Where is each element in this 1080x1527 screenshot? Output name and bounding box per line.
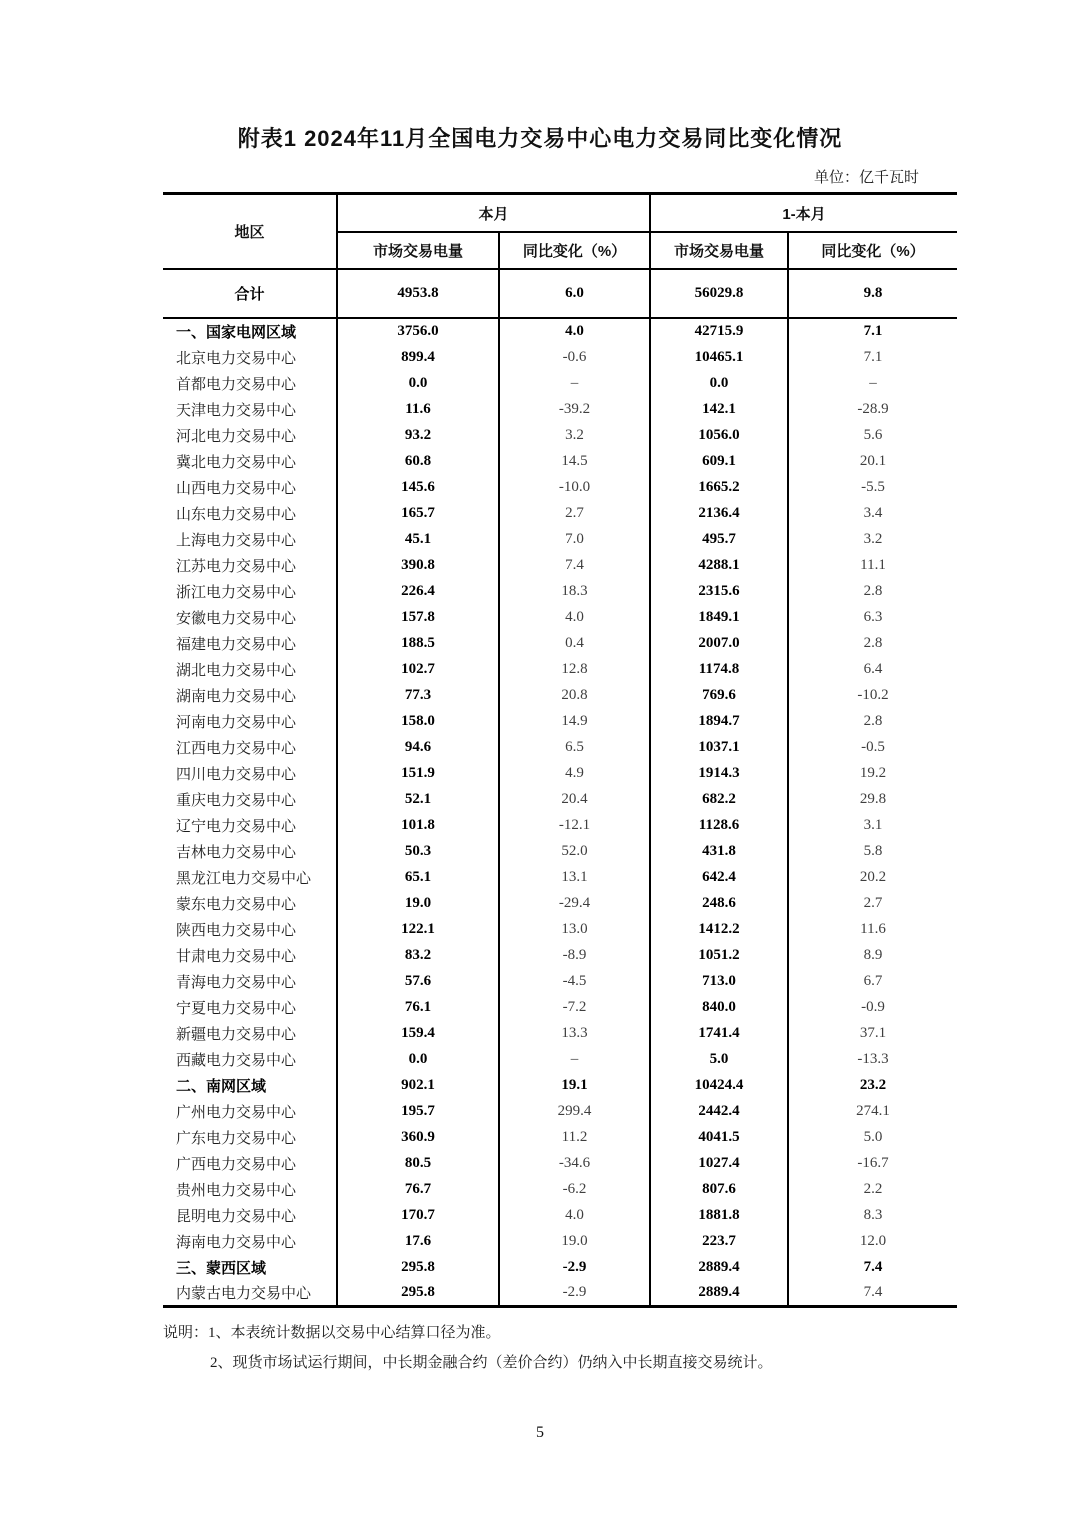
month-volume-cell: 0.0 <box>337 370 499 396</box>
table-row <box>163 396 957 422</box>
month-change-cell: 13.0 <box>499 916 650 942</box>
region-name-cell: 三、蒙西区域 <box>176 1260 267 1277</box>
table-row <box>163 838 957 864</box>
region-name-cell: 广西电力交易中心 <box>176 1156 297 1173</box>
month-volume-cell: 122.1 <box>337 916 499 942</box>
month-volume-cell: 360.9 <box>337 1124 499 1150</box>
month-change-cell: -2.9 <box>499 1280 650 1306</box>
cumulative-volume-cell: 2889.4 <box>650 1280 788 1306</box>
cumulative-change-cell: -28.9 <box>788 396 957 422</box>
cumulative-change-cell: 37.1 <box>788 1020 957 1046</box>
region-name-cell: 山东电力交易中心 <box>176 506 297 523</box>
month-change-cell: 0.4 <box>499 630 650 656</box>
unit-label: 单位：亿千瓦时 <box>813 170 919 186</box>
table-row <box>163 682 957 708</box>
cumulative-change-cell: 20.2 <box>788 864 957 890</box>
table-row <box>163 1176 957 1202</box>
table-notes <box>163 1318 957 1378</box>
cumulative-volume-cell: 56029.8 <box>650 269 788 318</box>
month-change-cell: 7.0 <box>499 526 650 552</box>
region-name-cell: 上海电力交易中心 <box>176 532 297 549</box>
cumulative-change-cell: 6.7 <box>788 968 957 994</box>
cumulative-volume-cell: 1412.2 <box>650 916 788 942</box>
cumulative-change-cell: 5.0 <box>788 1124 957 1150</box>
table-row <box>163 552 957 578</box>
cumulative-change-cell: 19.2 <box>788 760 957 786</box>
cumulative-change-cell: 6.3 <box>788 604 957 630</box>
table-body <box>163 269 957 1306</box>
cumulative-volume-cell: 223.7 <box>650 1228 788 1254</box>
month-volume-cell: 50.3 <box>337 838 499 864</box>
region-name-cell: 四川电力交易中心 <box>176 766 297 783</box>
cumulative-volume-cell: 4288.1 <box>650 552 788 578</box>
table-row <box>163 370 957 396</box>
cumulative-change-cell: 11.6 <box>788 916 957 942</box>
month-change-cell: -2.9 <box>499 1254 650 1280</box>
month-volume-cell: 145.6 <box>337 474 499 500</box>
month-volume-cell: 165.7 <box>337 500 499 526</box>
cumulative-change-cell: 7.1 <box>788 318 957 344</box>
cumulative-change-cell: 2.8 <box>788 630 957 656</box>
month-volume-cell: 899.4 <box>337 344 499 370</box>
month-change-cell: 2.7 <box>499 500 650 526</box>
month-volume-cell: 0.0 <box>337 1046 499 1072</box>
table-row <box>163 734 957 760</box>
region-name-cell: 甘肃电力交易中心 <box>176 948 297 965</box>
month-change-cell: 13.3 <box>499 1020 650 1046</box>
month-volume-cell: 65.1 <box>337 864 499 890</box>
region-name-cell: 首都电力交易中心 <box>176 376 297 393</box>
region-name-cell: 浙江电力交易中心 <box>176 584 297 601</box>
region-name-cell: 安徽电力交易中心 <box>176 610 297 627</box>
region-name-cell: 冀北电力交易中心 <box>176 454 297 471</box>
table-row <box>163 604 957 630</box>
cumulative-volume-cell: 2889.4 <box>650 1254 788 1280</box>
month-change-cell: – <box>499 1046 650 1072</box>
cumulative-change-cell: 8.9 <box>788 942 957 968</box>
month-volume-cell: 80.5 <box>337 1150 499 1176</box>
region-name-cell: 广州电力交易中心 <box>176 1104 297 1121</box>
region-name-cell: 一、国家电网区域 <box>176 325 297 341</box>
cumulative-volume-cell: 42715.9 <box>650 318 788 344</box>
cumulative-volume-cell: 142.1 <box>650 396 788 422</box>
region-name-cell: 青海电力交易中心 <box>176 974 297 991</box>
month-volume-cell: 4953.8 <box>337 269 499 318</box>
region-name-cell: 二、南网区域 <box>176 1078 267 1095</box>
cumulative-volume-cell: 10424.4 <box>650 1072 788 1098</box>
month-change-cell: 19.1 <box>499 1072 650 1098</box>
cumulative-change-cell: -10.2 <box>788 682 957 708</box>
table-row <box>163 656 957 682</box>
month-volume-cell: 57.6 <box>337 968 499 994</box>
table-row <box>163 1228 957 1254</box>
cumulative-volume-cell: 609.1 <box>650 448 788 474</box>
month-change-cell: 6.0 <box>499 269 650 318</box>
cumulative-change-cell: 7.4 <box>788 1254 957 1280</box>
month-change-cell: -39.2 <box>499 396 650 422</box>
cumulative-change-cell: 23.2 <box>788 1072 957 1098</box>
region-name-cell: 内蒙古电力交易中心 <box>176 1285 312 1302</box>
cumulative-change-cell: -0.9 <box>788 994 957 1020</box>
month-change-cell: – <box>499 370 650 396</box>
cumulative-volume-cell: 4041.5 <box>650 1124 788 1150</box>
header-cumulative-change: 同比变化（%） <box>788 232 957 269</box>
month-change-cell: -12.1 <box>499 812 650 838</box>
table-row <box>163 1124 957 1150</box>
month-change-cell: 7.4 <box>499 552 650 578</box>
region-name-cell: 河南电力交易中心 <box>176 714 297 731</box>
cumulative-change-cell: 29.8 <box>788 786 957 812</box>
cumulative-volume-cell: 682.2 <box>650 786 788 812</box>
month-change-cell: -6.2 <box>499 1176 650 1202</box>
cumulative-change-cell: – <box>788 370 957 396</box>
cumulative-volume-cell: 2007.0 <box>650 630 788 656</box>
region-name-cell: 海南电力交易中心 <box>176 1234 297 1251</box>
month-change-cell: -10.0 <box>499 474 650 500</box>
table-row <box>163 994 957 1020</box>
header-month-change: 同比变化（%） <box>499 232 650 269</box>
cumulative-volume-cell: 2136.4 <box>650 500 788 526</box>
cumulative-volume-cell: 1849.1 <box>650 604 788 630</box>
month-volume-cell: 11.6 <box>337 396 499 422</box>
cumulative-volume-cell: 1037.1 <box>650 734 788 760</box>
cumulative-change-cell: 9.8 <box>788 269 957 318</box>
month-volume-cell: 102.7 <box>337 656 499 682</box>
cumulative-change-cell: 12.0 <box>788 1228 957 1254</box>
cumulative-change-cell: 7.1 <box>788 344 957 370</box>
month-volume-cell: 295.8 <box>337 1254 499 1280</box>
page-title: 附表1 2024年11月全国电力交易中心电力交易同比变化情况 <box>237 126 843 151</box>
month-change-cell: 13.1 <box>499 864 650 890</box>
month-change-cell: 14.5 <box>499 448 650 474</box>
table-row <box>163 344 957 370</box>
header-month-volume: 市场交易电量 <box>337 232 499 269</box>
month-volume-cell: 60.8 <box>337 448 499 474</box>
cumulative-change-cell: 2.7 <box>788 890 957 916</box>
month-change-cell: 3.2 <box>499 422 650 448</box>
table-row <box>163 1202 957 1228</box>
cumulative-change-cell: 5.6 <box>788 422 957 448</box>
cumulative-change-cell: 3.4 <box>788 500 957 526</box>
cumulative-volume-cell: 431.8 <box>650 838 788 864</box>
month-change-cell: 14.9 <box>499 708 650 734</box>
cumulative-change-cell: 3.2 <box>788 526 957 552</box>
table-row <box>163 578 957 604</box>
table-row-section <box>163 318 957 344</box>
table-row <box>163 1150 957 1176</box>
region-name-cell: 北京电力交易中心 <box>176 350 297 367</box>
table-row <box>163 786 957 812</box>
month-volume-cell: 94.6 <box>337 734 499 760</box>
region-name-cell: 昆明电力交易中心 <box>176 1208 297 1225</box>
cumulative-change-cell: 2.8 <box>788 578 957 604</box>
note-line-2: 2、现货市场试运行期间，中长期金融合约（差价合约）仍纳入中长期直接交易统计。 <box>210 1354 773 1371</box>
table-row <box>163 500 957 526</box>
region-name-cell: 河北电力交易中心 <box>176 428 297 445</box>
cumulative-change-cell: 11.1 <box>788 552 957 578</box>
month-change-cell: -29.4 <box>499 890 650 916</box>
cumulative-volume-cell: 1894.7 <box>650 708 788 734</box>
region-name-cell: 湖北电力交易中心 <box>176 662 297 679</box>
region-name-cell: 福建电力交易中心 <box>176 636 297 653</box>
month-volume-cell: 3756.0 <box>337 318 499 344</box>
header-group-row <box>163 194 957 233</box>
table-row <box>163 474 957 500</box>
cumulative-volume-cell: 1174.8 <box>650 656 788 682</box>
cumulative-change-cell: 2.2 <box>788 1176 957 1202</box>
region-name-cell: 宁夏电力交易中心 <box>176 1000 297 1017</box>
table-row <box>163 526 957 552</box>
cumulative-change-cell: 274.1 <box>788 1098 957 1124</box>
cumulative-volume-cell: 642.4 <box>650 864 788 890</box>
region-name-cell: 合计 <box>163 269 337 318</box>
cumulative-volume-cell: 1741.4 <box>650 1020 788 1046</box>
month-change-cell: 4.0 <box>499 318 650 344</box>
region-name-cell: 山西电力交易中心 <box>176 480 297 497</box>
cumulative-change-cell: 7.4 <box>788 1280 957 1306</box>
month-volume-cell: 76.7 <box>337 1176 499 1202</box>
table-row <box>163 708 957 734</box>
page-number: 5 <box>536 1424 544 1441</box>
region-name-cell: 重庆电力交易中心 <box>176 792 297 809</box>
cumulative-change-cell: 6.4 <box>788 656 957 682</box>
cumulative-volume-cell: 769.6 <box>650 682 788 708</box>
cumulative-change-cell: 3.1 <box>788 812 957 838</box>
cumulative-volume-cell: 0.0 <box>650 370 788 396</box>
month-volume-cell: 45.1 <box>337 526 499 552</box>
cumulative-volume-cell: 1881.8 <box>650 1202 788 1228</box>
header-month-group: 本月 <box>337 194 650 233</box>
cumulative-volume-cell: 495.7 <box>650 526 788 552</box>
month-volume-cell: 52.1 <box>337 786 499 812</box>
header-cumulative-group: 1-本月 <box>650 194 957 233</box>
month-change-cell: -34.6 <box>499 1150 650 1176</box>
table-row <box>163 422 957 448</box>
month-change-cell: 52.0 <box>499 838 650 864</box>
cumulative-change-cell: 5.8 <box>788 838 957 864</box>
month-volume-cell: 295.8 <box>337 1280 499 1306</box>
month-change-cell: 18.3 <box>499 578 650 604</box>
region-name-cell: 广东电力交易中心 <box>176 1130 297 1147</box>
region-name-cell: 天津电力交易中心 <box>176 402 297 419</box>
region-name-cell: 黑龙江电力交易中心 <box>176 870 312 887</box>
region-name-cell: 江西电力交易中心 <box>176 740 297 757</box>
region-name-cell: 吉林电力交易中心 <box>176 844 297 861</box>
month-change-cell: 299.4 <box>499 1098 650 1124</box>
month-change-cell: -0.6 <box>499 344 650 370</box>
cumulative-volume-cell: 1914.3 <box>650 760 788 786</box>
cumulative-volume-cell: 1051.2 <box>650 942 788 968</box>
table-row <box>163 1020 957 1046</box>
table-row-section <box>163 1072 957 1098</box>
month-volume-cell: 195.7 <box>337 1098 499 1124</box>
month-volume-cell: 226.4 <box>337 578 499 604</box>
month-volume-cell: 158.0 <box>337 708 499 734</box>
month-volume-cell: 151.9 <box>337 760 499 786</box>
month-change-cell: 12.8 <box>499 656 650 682</box>
cumulative-change-cell: 20.1 <box>788 448 957 474</box>
content-area <box>163 166 957 1378</box>
cumulative-volume-cell: 10465.1 <box>650 344 788 370</box>
cumulative-volume-cell: 248.6 <box>650 890 788 916</box>
month-volume-cell: 159.4 <box>337 1020 499 1046</box>
cumulative-change-cell: 8.3 <box>788 1202 957 1228</box>
cumulative-volume-cell: 807.6 <box>650 1176 788 1202</box>
month-volume-cell: 93.2 <box>337 422 499 448</box>
table-row <box>163 890 957 916</box>
month-change-cell: 4.9 <box>499 760 650 786</box>
header-region: 地区 <box>163 194 337 270</box>
month-volume-cell: 902.1 <box>337 1072 499 1098</box>
region-name-cell: 陕西电力交易中心 <box>176 922 297 939</box>
region-name-cell: 江苏电力交易中心 <box>176 558 297 575</box>
table-row <box>163 968 957 994</box>
region-name-cell: 贵州电力交易中心 <box>176 1182 297 1199</box>
cumulative-volume-cell: 1056.0 <box>650 422 788 448</box>
cumulative-change-cell: -16.7 <box>788 1150 957 1176</box>
table-row-total <box>163 269 957 318</box>
cumulative-change-cell: -0.5 <box>788 734 957 760</box>
month-change-cell: 20.4 <box>499 786 650 812</box>
month-change-cell: 11.2 <box>499 1124 650 1150</box>
region-name-cell: 新疆电力交易中心 <box>176 1026 297 1043</box>
month-change-cell: -8.9 <box>499 942 650 968</box>
note-line-1: 说明：1、本表统计数据以交易中心结算口径为准。 <box>163 1324 501 1341</box>
cumulative-volume-cell: 2315.6 <box>650 578 788 604</box>
month-volume-cell: 17.6 <box>337 1228 499 1254</box>
cumulative-volume-cell: 1027.4 <box>650 1150 788 1176</box>
month-change-cell: -7.2 <box>499 994 650 1020</box>
month-change-cell: 20.8 <box>499 682 650 708</box>
table-row <box>163 916 957 942</box>
month-volume-cell: 77.3 <box>337 682 499 708</box>
table-row <box>163 864 957 890</box>
month-volume-cell: 19.0 <box>337 890 499 916</box>
month-volume-cell: 170.7 <box>337 1202 499 1228</box>
table-row <box>163 448 957 474</box>
cumulative-change-cell: -13.3 <box>788 1046 957 1072</box>
table-row <box>163 1280 957 1306</box>
table-row <box>163 760 957 786</box>
electricity-trading-table <box>163 192 957 1308</box>
region-name-cell: 辽宁电力交易中心 <box>176 818 297 835</box>
month-change-cell: 19.0 <box>499 1228 650 1254</box>
cumulative-volume-cell: 5.0 <box>650 1046 788 1072</box>
month-volume-cell: 390.8 <box>337 552 499 578</box>
cumulative-volume-cell: 713.0 <box>650 968 788 994</box>
table-row <box>163 630 957 656</box>
month-volume-cell: 188.5 <box>337 630 499 656</box>
table-row <box>163 942 957 968</box>
cumulative-volume-cell: 2442.4 <box>650 1098 788 1124</box>
month-change-cell: 6.5 <box>499 734 650 760</box>
month-volume-cell: 76.1 <box>337 994 499 1020</box>
month-volume-cell: 101.8 <box>337 812 499 838</box>
month-change-cell: 4.0 <box>499 1202 650 1228</box>
table-header <box>163 194 957 270</box>
region-name-cell: 湖南电力交易中心 <box>176 688 297 705</box>
cumulative-change-cell: -5.5 <box>788 474 957 500</box>
region-name-cell: 西藏电力交易中心 <box>176 1052 297 1069</box>
month-change-cell: 4.0 <box>499 604 650 630</box>
month-change-cell: -4.5 <box>499 968 650 994</box>
cumulative-volume-cell: 1665.2 <box>650 474 788 500</box>
cumulative-volume-cell: 840.0 <box>650 994 788 1020</box>
table-row <box>163 812 957 838</box>
month-volume-cell: 157.8 <box>337 604 499 630</box>
month-volume-cell: 83.2 <box>337 942 499 968</box>
header-cumulative-volume: 市场交易电量 <box>650 232 788 269</box>
region-name-cell: 蒙东电力交易中心 <box>176 896 297 913</box>
cumulative-volume-cell: 1128.6 <box>650 812 788 838</box>
table-row-section <box>163 1254 957 1280</box>
table-row <box>163 1046 957 1072</box>
table-row <box>163 1098 957 1124</box>
cumulative-change-cell: 2.8 <box>788 708 957 734</box>
